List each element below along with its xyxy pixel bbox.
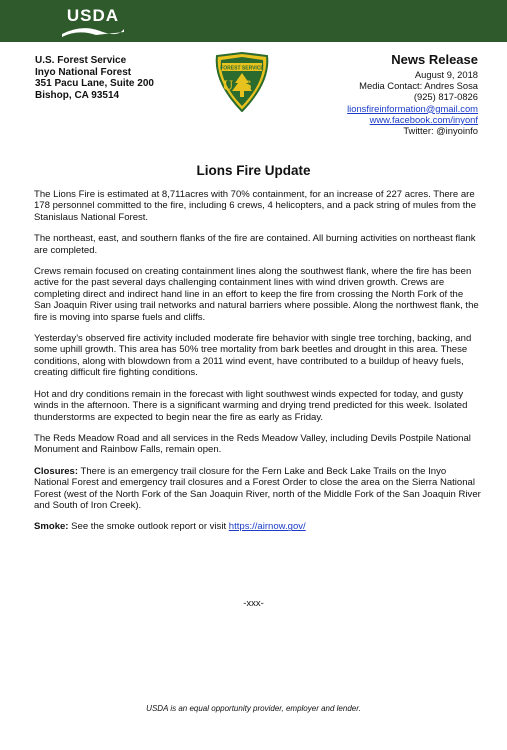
city-state-zip: Bishop, CA 93514 bbox=[35, 89, 120, 101]
twitter-handle: Twitter: @inyoinfo bbox=[403, 125, 478, 137]
airnow-link[interactable]: https://airnow.gov/ bbox=[228, 521, 306, 533]
closures-text: There is an emergency trail closure for the Fern Lake and Beck Lake Trails on the Inyo National Forest and emergency trail closures and a Forest Order to close the area on the Sierra National Forest (west of the North Fork of the San Joaquin River, north of the Middle Fork of the San Joaquin River and South of Iron Creek). bbox=[34, 465, 481, 511]
usda-logo-swoosh bbox=[60, 25, 126, 39]
contact-phone: (925) 817-0826 bbox=[413, 91, 478, 103]
forest-name: Inyo National Forest bbox=[35, 66, 132, 78]
end-mark: -xxx- bbox=[243, 598, 264, 609]
smoke-text: See the smoke outlook report or visit bbox=[68, 521, 229, 533]
shield-letters: US bbox=[222, 78, 262, 94]
agency-name: U.S. Forest Service bbox=[35, 55, 127, 66]
smoke-label: Smoke: bbox=[34, 521, 69, 533]
paragraph-crews: Crews remain focused on creating containment lines along the southwest flank, where the fire has been active for the past several days challenging containment lines with wind driven growth. Crews are completing direct and indirect hand line in an effort to keep the fire from crossing the North Fork of the San Joaquin River using trail networks and natural barriers where possible. Along the northwest flank, the fire is moving into sparse fuels and cliffs. bbox=[34, 266, 479, 323]
street-address: 351 Pacu Lane, Suite 200 bbox=[35, 78, 154, 89]
paragraph-containment: The northeast, east, and southern flanks of the fire are contained. All burning activities on northeast flank are completed. bbox=[34, 233, 476, 256]
closures-label: Closures: bbox=[34, 465, 79, 477]
usda-logo bbox=[60, 6, 126, 36]
release-body bbox=[34, 189, 482, 543]
agency-address bbox=[35, 55, 154, 101]
news-release-block bbox=[347, 51, 478, 136]
forest-service-shield-logo bbox=[213, 52, 271, 112]
release-date: August 9, 2018 bbox=[414, 69, 478, 80]
shield-top-text: FOREST SERVICE bbox=[220, 65, 264, 72]
news-release-title: News Release bbox=[391, 52, 478, 67]
usda-banner bbox=[0, 0, 507, 42]
paragraph-weather: Hot and dry conditions remain in the forecast with light southwest winds expected for today, and gusty winds in the afternoon. There is a significant warming and drying trend predicted for this week. Isolated thunderstorms are expected to begin near the fire as early as Friday. bbox=[34, 388, 468, 423]
paragraph-fire-activity: Yesterday’s observed fire activity included moderate fire behavior with single tree torching, backing, and some uphill growth. This area has 50% tree mortality from bark beetles and drought in this area. These conditions, along with blowdown from a 2011 wind event, have contributed to a buildup of heavy fuels, creating difficult fire fighting conditions. bbox=[34, 333, 472, 379]
paragraph-closures bbox=[34, 466, 482, 512]
facebook-link[interactable]: www.facebook.com/inyonf bbox=[369, 113, 478, 125]
contact-email-link[interactable]: lionsfireinformation@gmail.com bbox=[347, 102, 478, 114]
paragraph-smoke bbox=[34, 521, 482, 532]
paragraph-fire-size: The Lions Fire is estimated at 8,711acres with 70% containment, for an increase of 227 acres. There are 178 personnel committed to the fire, including 6 crews, 4 helicopters, and a pack string of mules from the Stanislaus National Forest. bbox=[34, 189, 477, 223]
page-title: Lions Fire Update bbox=[196, 163, 311, 178]
media-contact: Media Contact: Andres Sosa bbox=[359, 80, 478, 92]
usda-logo-text: USDA bbox=[66, 6, 120, 25]
footer-disclaimer: USDA is an equal opportunity provider, employer and lender. bbox=[146, 704, 361, 713]
paragraph-reds-meadow: The Reds Meadow Road and all services in the Reds Meadow Valley, including Devils Postpile National Monument and Rainbow Falls, remain open. bbox=[34, 432, 471, 456]
